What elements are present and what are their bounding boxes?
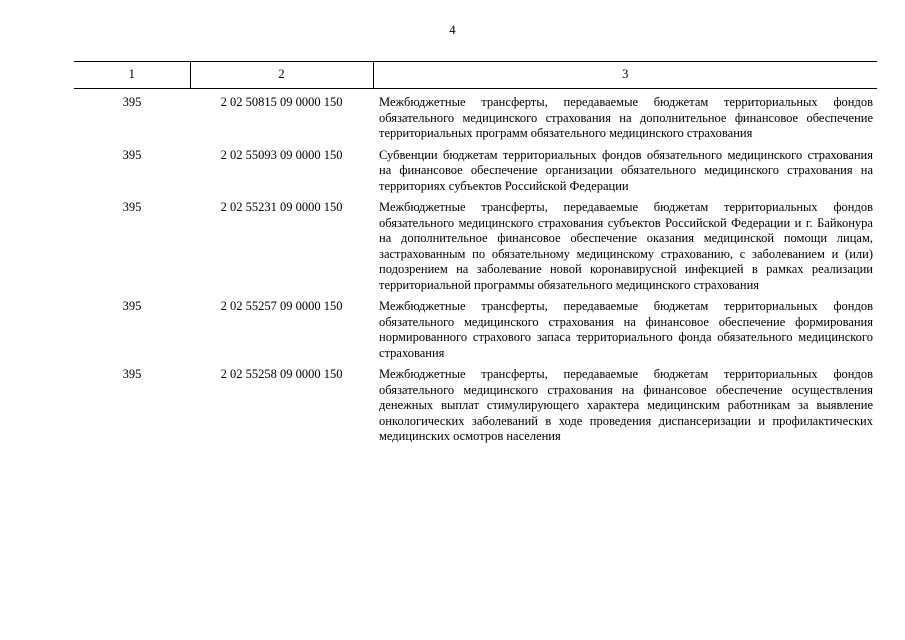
- column-header-2: 2: [190, 62, 373, 89]
- administrator-code-cell: 395: [122, 367, 142, 381]
- table-header-row: [74, 62, 877, 89]
- column-header-1: 1: [74, 62, 190, 89]
- table-row: [74, 361, 877, 445]
- revenue-code-cell: 2 02 55093 09 0000 150: [220, 147, 343, 162]
- administrator-code-cell: 395: [122, 299, 142, 313]
- revenue-code-cell: 2 02 50815 09 0000 150: [220, 95, 343, 109]
- revenue-codes-table: [74, 61, 877, 445]
- revenue-code-cell: 2 02 55258 09 0000 150: [220, 367, 343, 381]
- table-row: [74, 142, 877, 195]
- revenue-code-cell: 2 02 55257 09 0000 150: [220, 299, 343, 313]
- revenue-name-cell: Субвенции бюджетам территориальных фондов обязательного медицинского страхования на финансовое обеспечение организации обязательного медицинского страхования на территориях субъектов Российской Федерации: [379, 147, 873, 193]
- table-row: [74, 194, 877, 293]
- revenue-name-cell: Межбюджетные трансферты, передаваемые бюджетам территориальных фондов обязательного медицинского страхования на дополнительное финансовое обеспечение территориальных программ обязательного медицинского страхования: [379, 95, 873, 140]
- revenue-code-cell: 2 02 55231 09 0000 150: [220, 200, 343, 214]
- revenue-name-cell: Межбюджетные трансферты, передаваемые бюджетам территориальных фондов обязательного медицинского страхования на финансовое обеспечение осуществления денежных выплат стимулирующего характера медицинским работникам за выявление онкологических заболеваний в ходе проведения диспансеризации и профилактических медицинских осмотров населения: [379, 367, 873, 443]
- administrator-code-cell: 395: [122, 95, 142, 109]
- table-row: [74, 293, 877, 361]
- administrator-code-cell: 395: [122, 200, 142, 214]
- revenue-name-cell: Межбюджетные трансферты, передаваемые бюджетам территориальных фондов обязательного медицинского страхования субъектов Российской Федерации и г. Байконура на дополнительное финансовое обеспечение оказания медицинской помощи лицам, застрахованным по обязательному медицинскому страхованию, с заболеванием и (или) подозрением на заболевание новой коронавирусной инфекцией в рамках реализации территориальной программы обязательного медицинского страхования: [379, 200, 873, 292]
- table-row: [74, 89, 877, 142]
- revenue-name-cell: Межбюджетные трансферты, передаваемые бюджетам территориальных фондов обязательного медицинского страхования на финансовое обеспечение формирования нормированного страхового запаса территориального фонда обязательного медицинского страхования: [379, 299, 873, 360]
- administrator-code-cell: 395: [122, 147, 142, 162]
- column-header-3: 3: [373, 62, 877, 89]
- page-number: 4: [449, 23, 456, 37]
